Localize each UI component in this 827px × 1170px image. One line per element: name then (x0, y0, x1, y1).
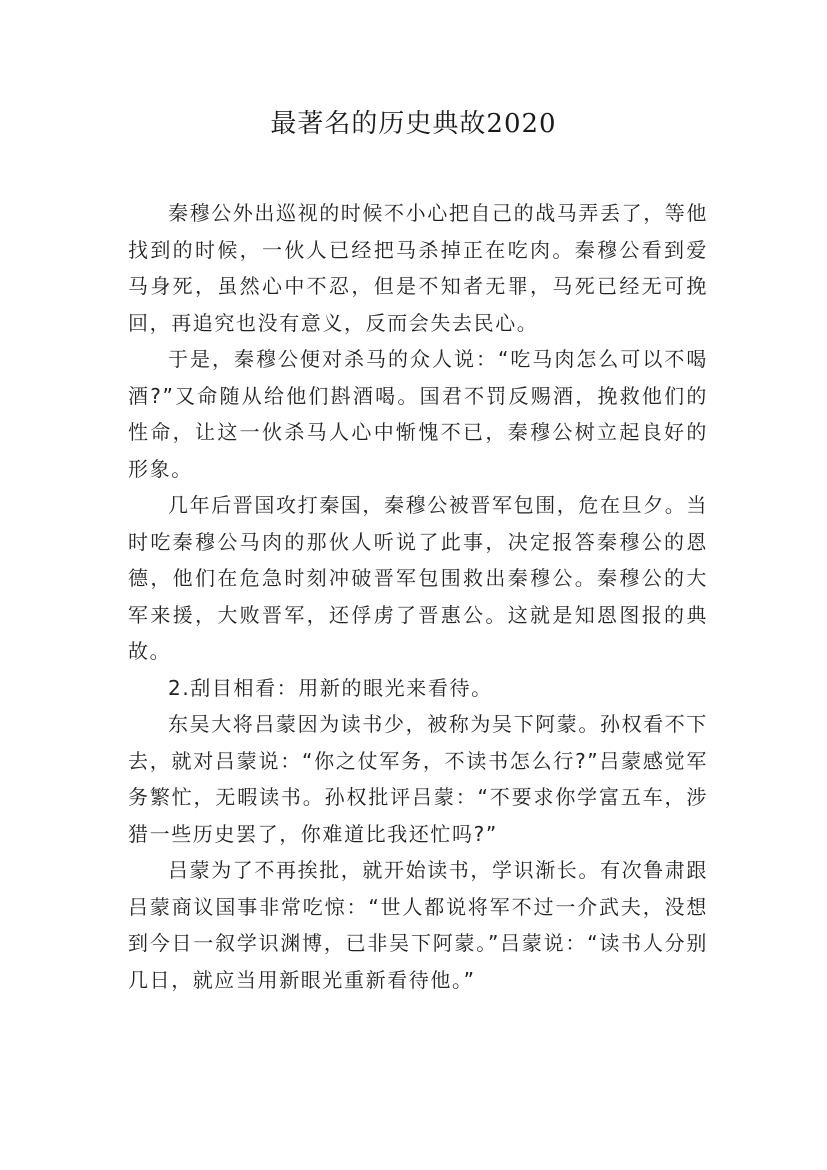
paragraph: 东吴大将吕蒙因为读书少，被称为吴下阿蒙。孙权看不下去，就对吕蒙说：“你之仗军务，不读书怎么行?”吕蒙感觉军务繁忙，无暇读书。孙权批评吕蒙：“不要求你学富五车，涉猎一些历史罢了，你难道比我还忙吗?” (128, 712, 708, 846)
paragraph: 几年后晋国攻打秦国，秦穆公被晋军包围，危在旦夕。当时吃秦穆公马肉的那伙人听说了此事，决定报答秦穆公的恩德，他们在危急时刻冲破晋军包围救出秦穆公。秦穆公的大军来援，大败晋军，还俘虏了晋惠公。这就是知恩图报的典故。 (128, 493, 708, 663)
paragraph: 秦穆公外出巡视的时候不小心把自己的战马弄丢了，等他找到的时候，一伙人已经把马杀掉正在吃肉。秦穆公看到爱马身死，虽然心中不忍，但是不知者无罪，马死已经无可挽回，再追究也没有意义，反而会失去民心。 (128, 201, 708, 335)
document-body (128, 195, 708, 998)
document-title: 最著名的历史典故2020 (270, 109, 557, 139)
paragraph: 于是，秦穆公便对杀马的众人说：“吃马肉怎么可以不喝酒?”又命随从给他们斟酒喝。国君不罚反赐酒，挽救他们的性命，让这一伙杀马人心中惭愧不已，秦穆公树立起良好的形象。 (128, 347, 708, 481)
paragraph: 吕蒙为了不再挨批，就开始读书，学识渐长。有次鲁肃跟吕蒙商议国事非常吃惊：“世人都说将军不过一介武夫，没想到今日一叙学识渊博，已非吴下阿蒙。”吕蒙说：“读书人分别几日，就应当用新眼光重新看待他。” (128, 858, 708, 992)
section-heading: 2.刮目相看：用新的眼光来看待。 (168, 675, 493, 700)
